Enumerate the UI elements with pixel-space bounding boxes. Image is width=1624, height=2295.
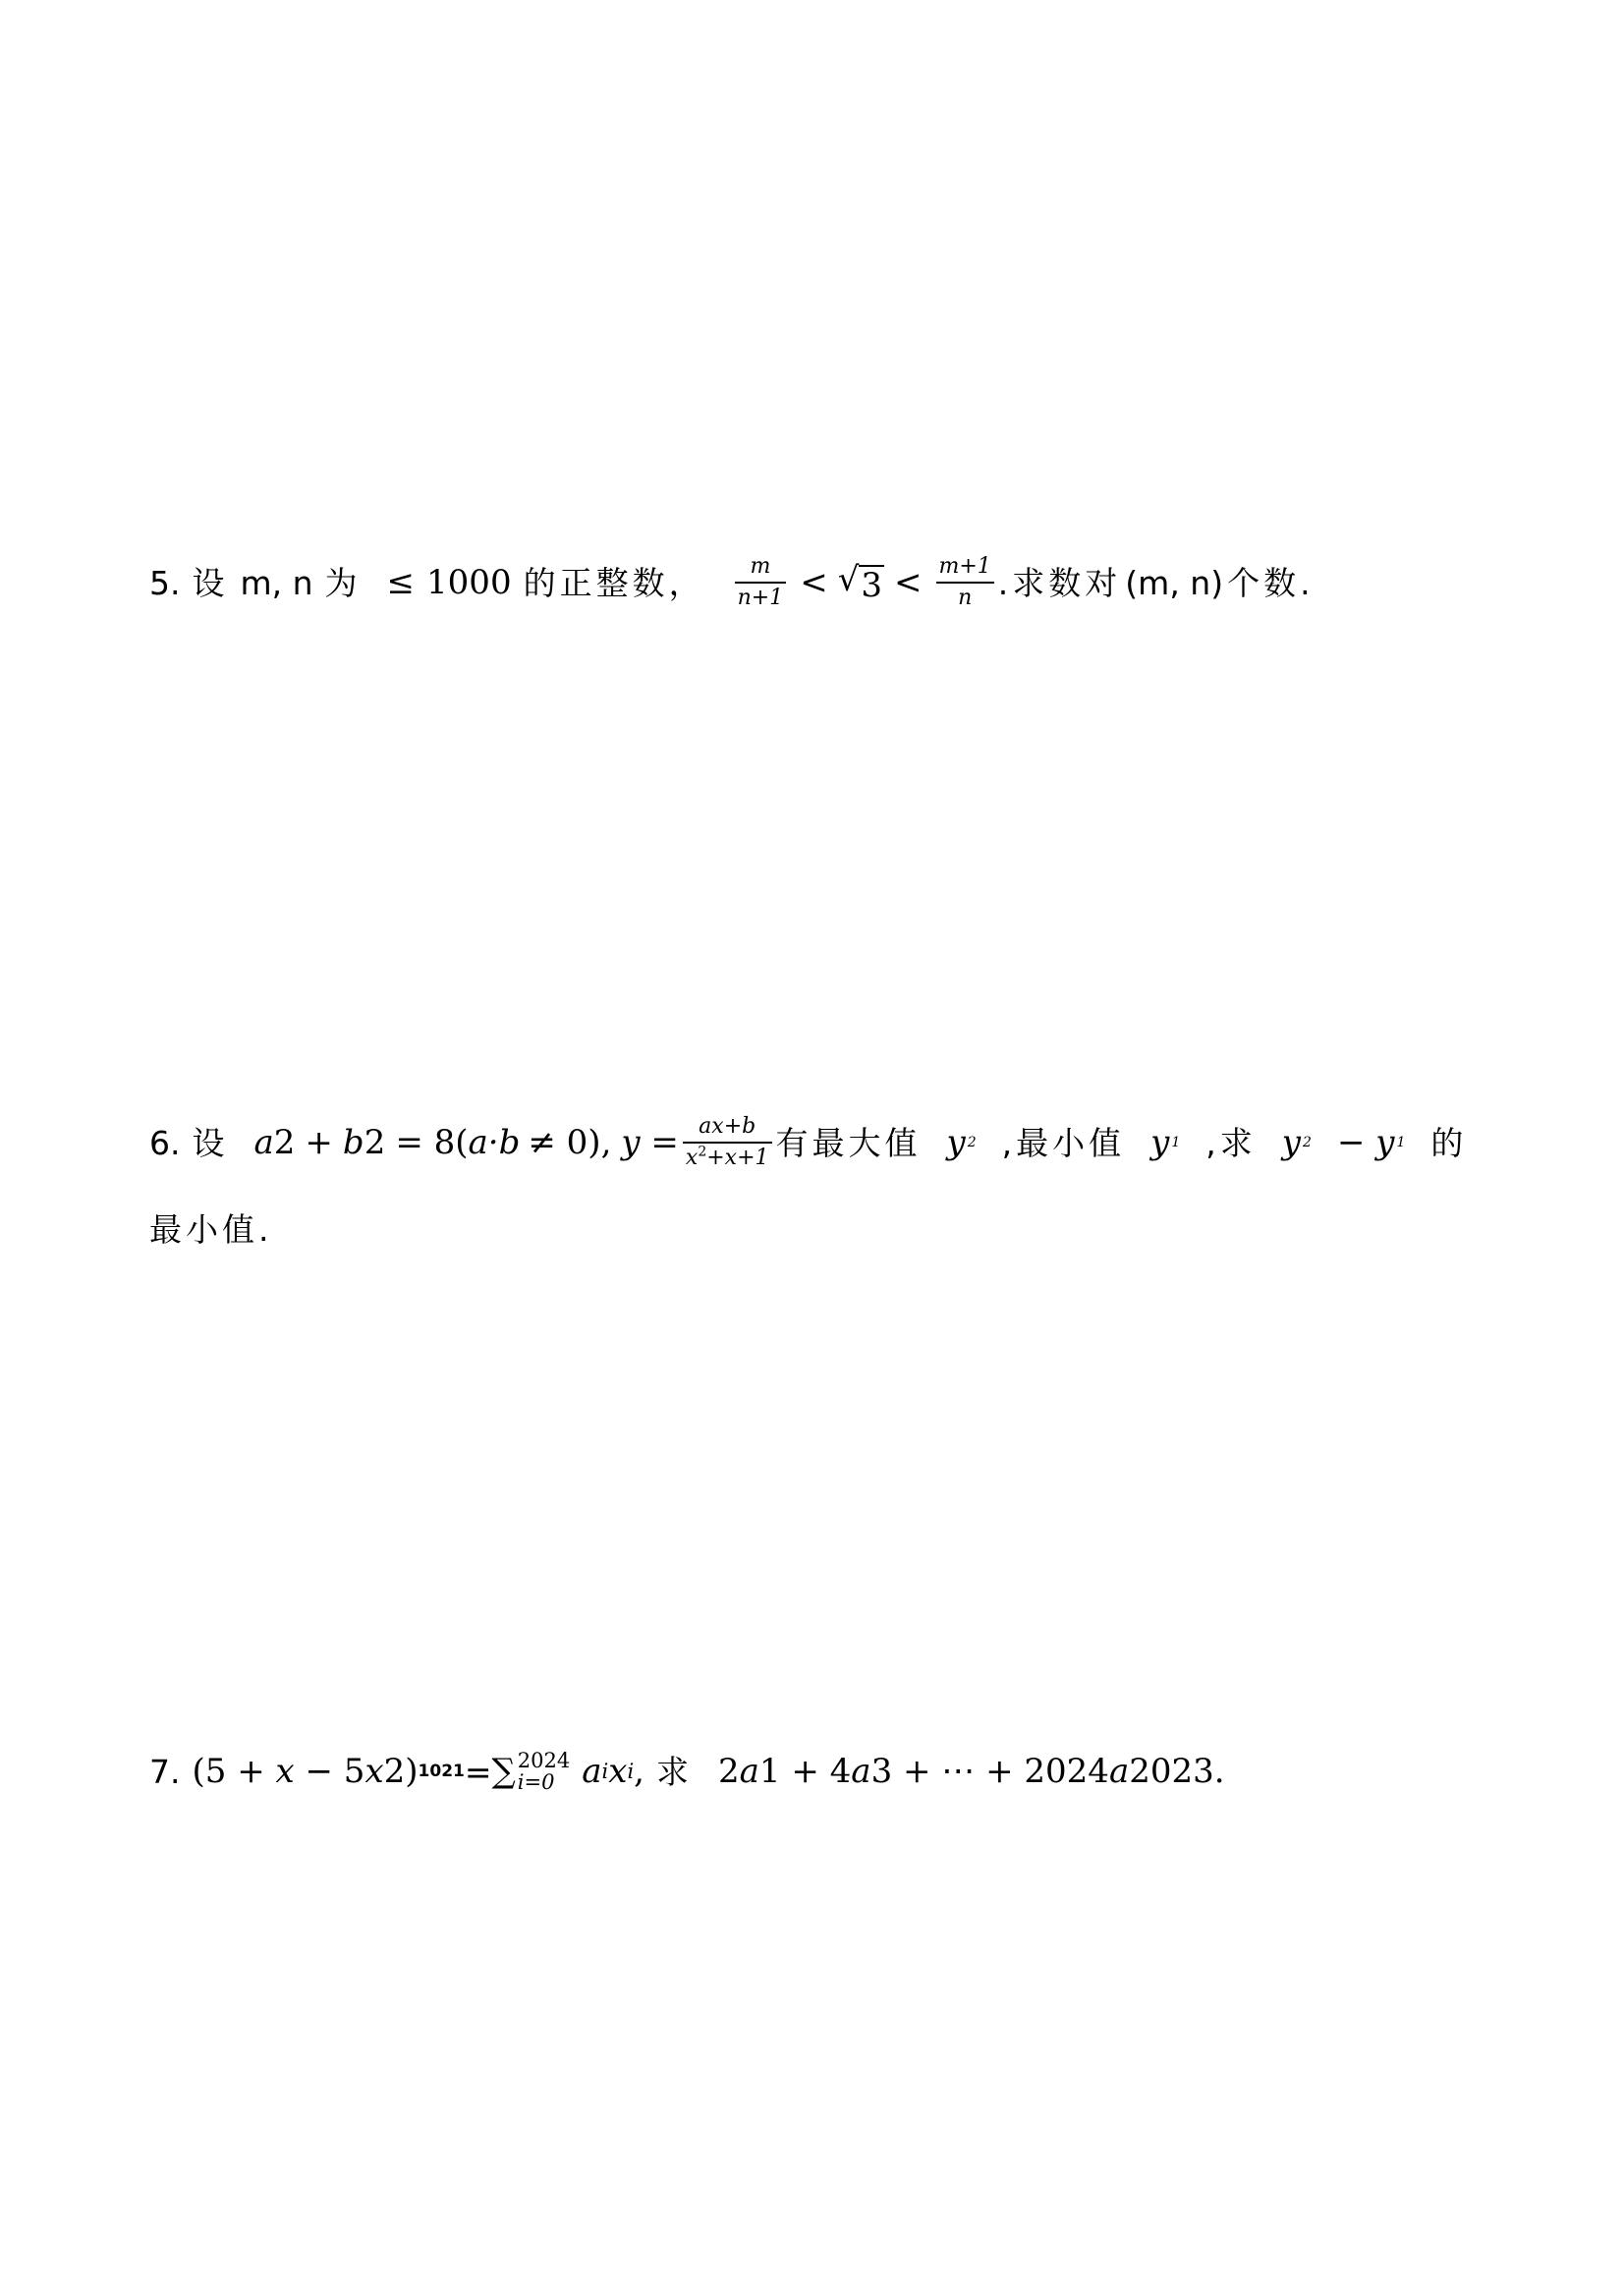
problem-6-eq-rhs: = 8( (395, 1123, 469, 1162)
problem-5-lt-2: < (894, 563, 923, 602)
problem-5-leq: ≤ (386, 563, 416, 602)
sum-limits (518, 1750, 570, 1793)
denominator-rest: +x+1 (706, 1146, 769, 1170)
problem-6-plus: + (305, 1123, 333, 1162)
problem-5-pair: (m, n) (1125, 563, 1224, 602)
problem-5-is: 为 (324, 563, 362, 602)
problem-7-plus-2: + ⋯ + 2024 (892, 1752, 1109, 1791)
problem-7-base-close: ) (405, 1752, 419, 1791)
problem-7-base-open: (5 + (192, 1752, 276, 1791)
problem-7-line: 7. (5 + x − 5 x 2 ) 1021 = ∑ 2024 i=0 a i x i , 求 2 a 1 + 4 a 3 + ⋯ + 2024 a 2023 . (149, 1748, 1225, 1794)
problem-6-diff-y1-sub: 1 (1396, 1135, 1406, 1150)
problem-7-equals: = (464, 1752, 492, 1791)
problem-5-bound: 1000 (426, 563, 512, 602)
problem-7-sum (492, 1750, 571, 1793)
problem-6-y1-sub: 1 (1171, 1135, 1181, 1150)
problem-7-a3: a (851, 1752, 871, 1791)
problem-5-line (149, 548, 1315, 617)
problem-7 (149, 1737, 1225, 1806)
fraction-2-numerator: m+1 (938, 554, 991, 579)
problem-6-intro: 设 (192, 1123, 229, 1162)
problem-6-de: 的 (1430, 1123, 1468, 1162)
problem-7-mid: − 5 (294, 1752, 365, 1791)
problem-6-number: 6. (149, 1123, 181, 1162)
problem-5-fraction-2 (936, 556, 994, 609)
problem-7-a1: a (739, 1752, 759, 1791)
problem-7-expr-1: 2 (717, 1752, 740, 1791)
problem-7-comma: , (634, 1752, 644, 1791)
problem-6-y1: y (1150, 1123, 1170, 1162)
fraction-2-denominator: n (958, 586, 973, 610)
problem-6-min-label: ,最小值 (1001, 1123, 1126, 1162)
problem-6-y-eq: y = (621, 1123, 679, 1162)
problem-5-vars: m, n (240, 563, 313, 602)
sqrt-radicand: 3 (861, 566, 882, 605)
problem-5-tail: 个数. (1227, 563, 1315, 602)
problem-7-term-a: a (582, 1752, 602, 1791)
problem-6-y2-sub: 2 (967, 1135, 977, 1150)
fraction-1-denominator: n+1 (737, 586, 784, 610)
problem-6-line-1: 6. 设 a 2 + b 2 = 8( a·b ≠ 0), y = $\frac{ax+b}{x^2+x+1}$ 有最大值 y 2 ,最小值 y 1 ,求 y 2 − y 1 的 (149, 1114, 1468, 1170)
sigma-icon: ∑ (491, 1752, 516, 1791)
problem-7-power: 1021 (418, 1761, 465, 1781)
problem-6-fraction (683, 1116, 772, 1169)
problem-6-y2: y (946, 1123, 966, 1162)
problem-6-var-a: a (253, 1123, 274, 1162)
sum-upper: 2024 (517, 1748, 571, 1772)
fraction-1-numerator: m (750, 554, 771, 579)
problem-6-has-max: 有最大值 (775, 1123, 922, 1162)
denominator-exp: 2 (698, 1144, 707, 1160)
problem-6-diff-y2-sub: 2 (1303, 1135, 1312, 1150)
problem-5-number: 5. (149, 563, 181, 602)
problem-6-line-2-text: 最小值. (149, 1209, 273, 1249)
sqrt-icon: √ (837, 560, 860, 599)
denominator-x: x (685, 1146, 699, 1170)
fraction-denominator (683, 1144, 772, 1169)
problem-6-var-b: b (342, 1123, 364, 1162)
problem-5-sqrt (837, 560, 884, 605)
problem-6 (149, 1108, 1467, 1263)
problem-6-neq: ≠ 0), (528, 1123, 612, 1162)
problem-7-number: 7. (149, 1752, 181, 1791)
problem-7-term-x: x (608, 1752, 628, 1791)
problem-7-plus-1: + 4 (780, 1752, 852, 1791)
problem-5 (149, 548, 1315, 617)
problem-6-ask: ,求 (1205, 1123, 1257, 1162)
problem-6-diff-y2: y (1281, 1123, 1302, 1162)
sum-lower: i=0 (517, 1770, 555, 1794)
problem-7-a2023: a (1108, 1752, 1130, 1791)
problem-6-minus-y: − y (1336, 1123, 1395, 1162)
problem-5-desc: 的正整数， (523, 563, 705, 602)
problem-5-fraction-1 (735, 556, 787, 609)
fraction-numerator: ax+b (699, 1114, 756, 1139)
problem-6-line-2 (149, 1195, 1467, 1263)
problem-7-end: . (1213, 1752, 1225, 1791)
problem-5-intro: 设 (192, 563, 229, 602)
problem-7-x1: x (275, 1752, 295, 1791)
problem-7-ask: 求 (655, 1752, 693, 1791)
problem-6-ab: a·b (468, 1123, 521, 1162)
problem-5-lt-1: < (800, 563, 828, 602)
problem-7-x2: x (364, 1752, 384, 1791)
problem-5-ask: .求数对 (997, 563, 1122, 602)
